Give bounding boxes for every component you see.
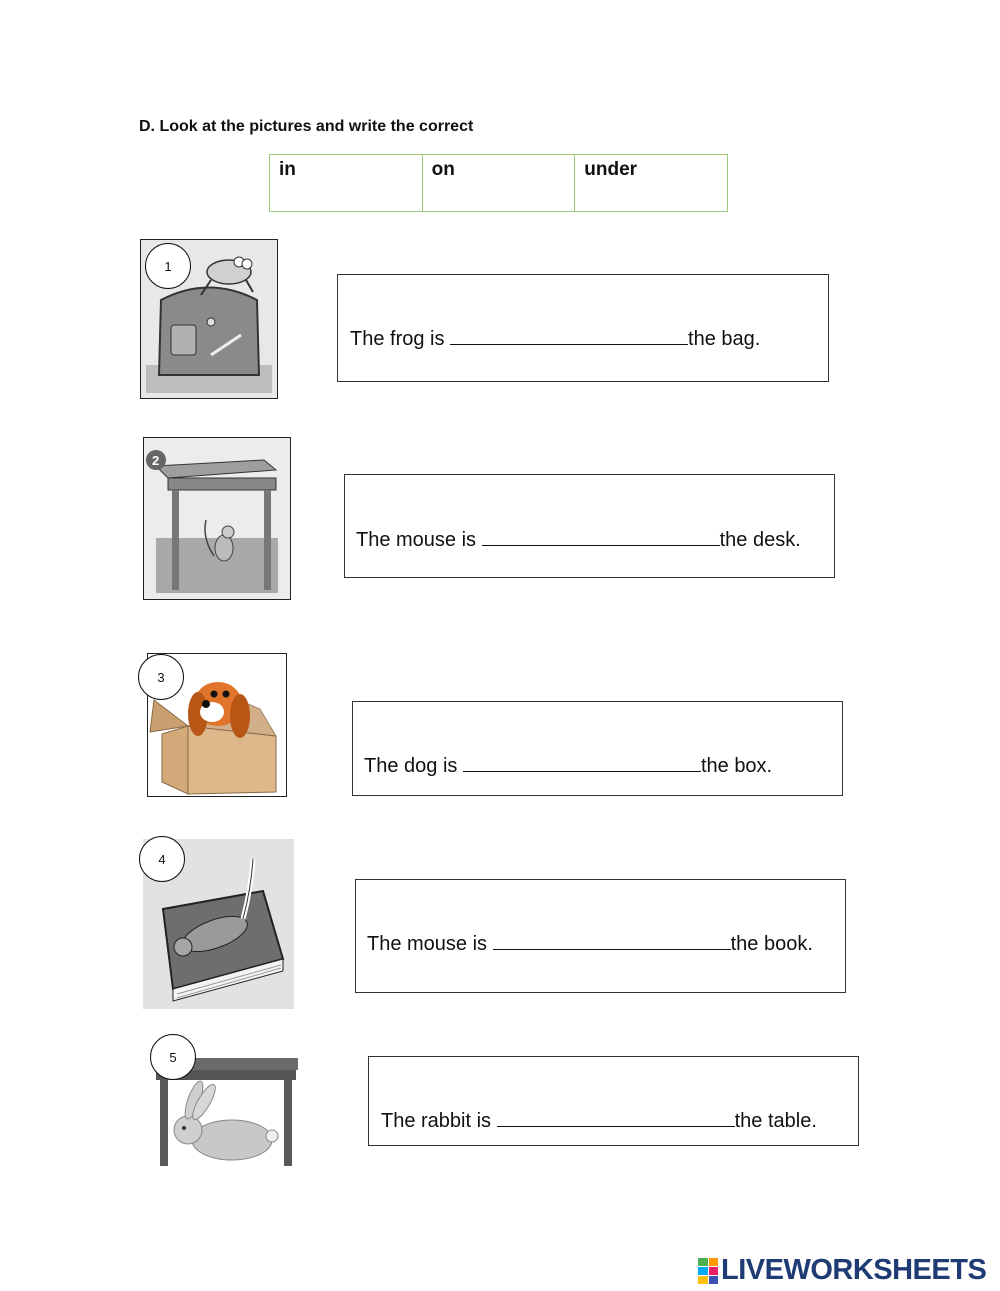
sentence-text: the desk. <box>719 529 801 551</box>
answer-blank[interactable] <box>497 1108 735 1127</box>
sentence-text: The frog is <box>350 328 451 350</box>
sentence-text: The rabbit is <box>381 1110 497 1132</box>
sentence-text: The mouse is <box>367 933 493 955</box>
liveworksheets-logo-icon <box>698 1258 718 1284</box>
word-bank <box>269 154 728 212</box>
sentence-text: the bag. <box>688 328 761 350</box>
sentence-text: the book. <box>730 933 813 955</box>
sentence-1 <box>350 326 760 351</box>
answer-blank[interactable] <box>482 527 720 546</box>
answer-blank[interactable] <box>450 326 688 345</box>
svg-text:2: 2 <box>152 453 160 468</box>
word-bank-cell-under: under <box>575 155 728 212</box>
item-number-badge: 1 <box>145 243 191 289</box>
sentence-5 <box>381 1108 817 1133</box>
sentence-box-2 <box>344 474 835 578</box>
mouse-desk-picture <box>143 437 291 600</box>
item-number-badge: 4 <box>139 836 185 882</box>
sentence-text: The mouse is <box>356 529 482 551</box>
sentence-text: the box. <box>700 755 773 777</box>
sentence-2 <box>356 527 801 552</box>
sentence-box-3 <box>352 701 843 796</box>
sentence-3 <box>364 753 772 778</box>
word-bank-cell-in: in <box>270 155 423 212</box>
item-number-badge: 3 <box>138 654 184 700</box>
logo-text: LIVEWORKSHEETS <box>721 1254 987 1286</box>
sentence-4 <box>367 931 813 956</box>
instruction-title: D. Look at the pictures and write the correct <box>139 118 474 135</box>
answer-blank[interactable] <box>493 931 731 950</box>
sentence-text: The dog is <box>364 755 463 777</box>
word-bank-cell-on: on <box>422 155 575 212</box>
answer-blank[interactable] <box>463 753 701 772</box>
sentence-text: the table. <box>734 1110 817 1132</box>
liveworksheets-logo <box>698 1254 986 1287</box>
item-number-badge: 5 <box>150 1034 196 1080</box>
